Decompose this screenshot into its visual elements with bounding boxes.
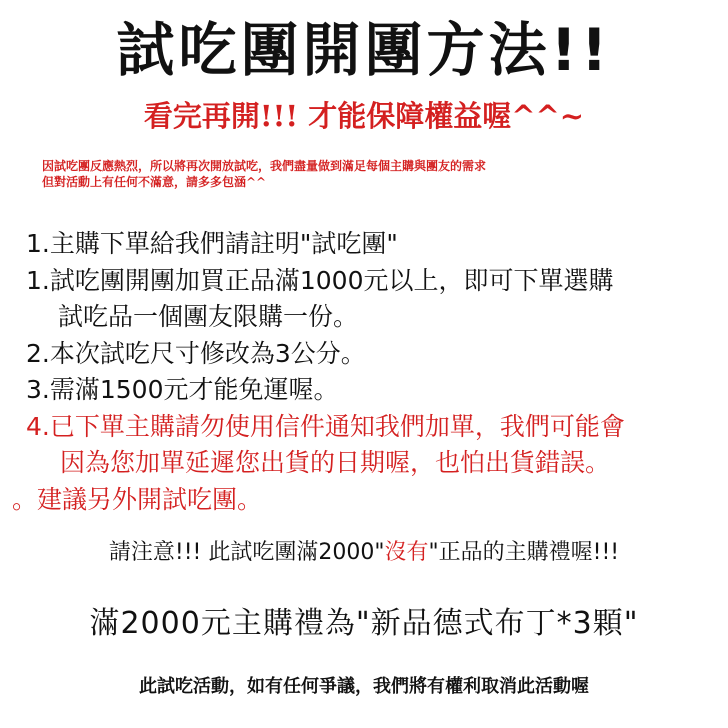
gift-description: 滿2000元主購禮為"新品德式布丁*3顆" bbox=[89, 606, 639, 641]
rule-open-separate-group: 。建議另外開試吃團。 bbox=[12, 484, 263, 514]
disclaimer-footer: 此試吃活動，如有任何爭議，我們將有權利取消此活動喔 bbox=[139, 676, 589, 697]
intro-note bbox=[42, 158, 702, 190]
intro-note-line-2: 但對活動上有任何不滿意，請多多包涵^^ bbox=[42, 175, 267, 189]
gift-notice-before: 請注意!!! 此試吃團滿2000" bbox=[108, 540, 385, 565]
intro-note-line-1: 因試吃團反應熱烈，所以將再次開放試吃，我們盡量做到滿足每個主購與團友的需求 bbox=[42, 159, 487, 173]
rule-order-note: 1.主購下單給我們請註明"試吃團" bbox=[26, 229, 398, 258]
gift-notice-highlight: 沒有 bbox=[384, 540, 429, 565]
rule-no-email-add: 4.已下單主購請勿使用信件通知我們加單，我們可能會 bbox=[26, 411, 625, 441]
rules-list bbox=[12, 226, 726, 518]
rule-minimum-purchase: 1.試吃團開團加買正品滿1000元以上，即可下單選購 bbox=[26, 265, 614, 295]
rule-free-shipping: 3.需滿1500元才能免運喔。 bbox=[26, 375, 339, 404]
page-subtitle: 看完再開!!! 才能保障權益喔^^~ bbox=[143, 99, 585, 133]
rule-no-email-add-cont: 因為您加單延遲您出貨的日期喔，也怕出貨錯誤。 bbox=[60, 448, 611, 477]
rule-minimum-purchase-cont: 試吃品一個團友限購一份。 bbox=[58, 302, 359, 331]
rule-sample-size: 2.本次試吃尺寸修改為3公分。 bbox=[26, 338, 366, 368]
gift-notice-after: "正品的主購禮喔!!! bbox=[428, 540, 620, 565]
page-title: 試吃團開團方法!! bbox=[116, 16, 612, 84]
gift-notice bbox=[0, 538, 728, 568]
